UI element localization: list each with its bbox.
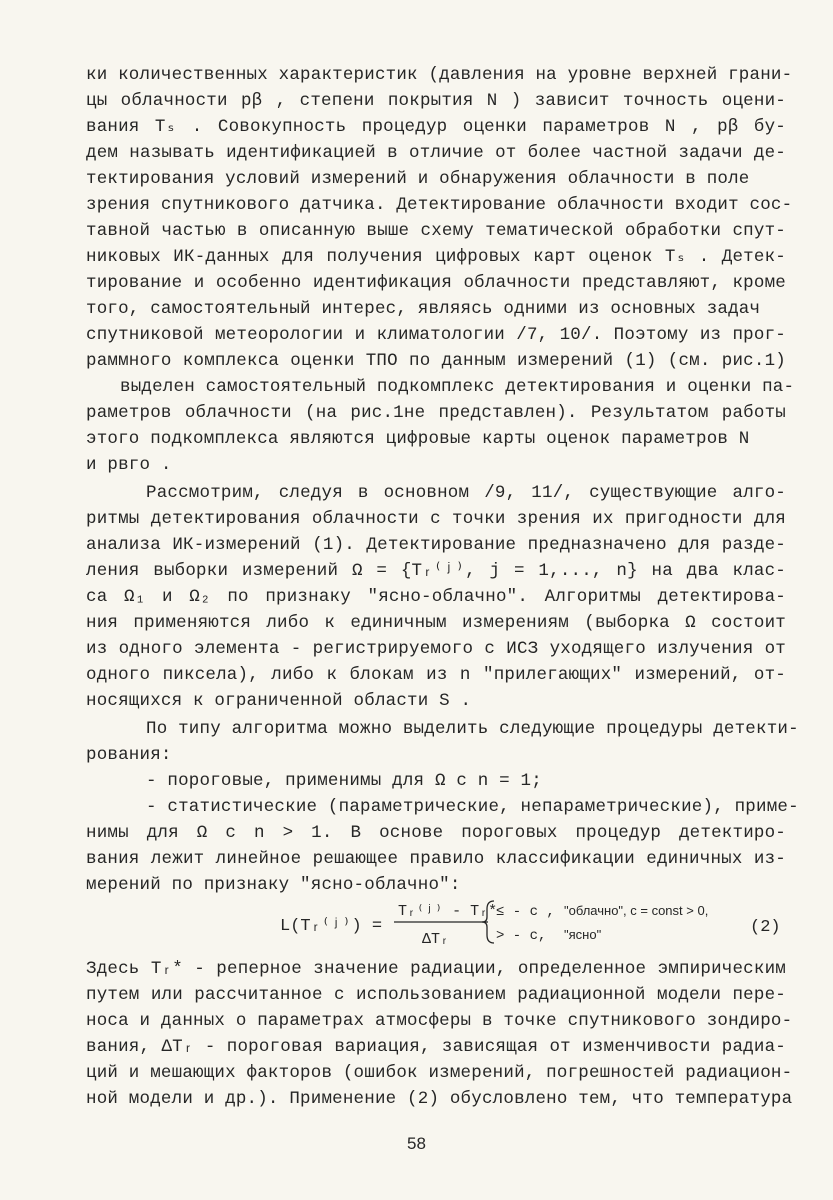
text-line: тектирования условий измерений и обнаружения облачности в поле [86, 169, 750, 189]
page-number: 58 [407, 1134, 426, 1153]
text-line: выделен самостоятельный подкомплекс детектирования и оценки па- [120, 377, 795, 397]
text-line: зрения спутникового датчика. Детектирование облачности входит сос- [86, 195, 793, 215]
text-line: раммного комплекса оценки ТПО по данным измерений (1) (см. рис.1) [86, 351, 786, 371]
text-line: вания Tₛ . Совокупность процедур оценки параметров N , pβ бу- [86, 117, 786, 137]
case1-label: "облачно", c = const > 0, [564, 903, 709, 918]
text-line: - статистические (параметрические, непараметрические), приме- [146, 797, 799, 817]
text-line: из одного элемента - регистрируемого с ИСЗ уходящего излучения от [86, 639, 786, 659]
formula-numerator: Tᵣ⁽ʲ⁾ - Tᵣ* [398, 903, 498, 920]
text-line: цы облачности pβ , степени покрытия N ) зависит точность оцени- [86, 91, 786, 111]
case2-condition: > - c, [496, 928, 547, 944]
text-line: раметров облачности (на рис.1не представлен). Результатом работы [86, 403, 786, 423]
formula-denominator: ΔTᵣ [422, 931, 450, 948]
text-line: ки количественных характеристик (давления на уровне верхней грани- [86, 65, 793, 85]
text-line: анализа ИК-измерений (1). Детектирование предназначено для разде- [86, 535, 786, 555]
text-line: са Ω₁ и Ω₂ по признаку "ясно-облачно". Алгоритмы детектирова- [86, 587, 786, 607]
text-line: путем или рассчитанное с использованием радиационной модели пере- [86, 985, 786, 1005]
text-line: вания лежит линейное решающее правило классификации единичных из- [86, 849, 786, 869]
text-line: вания, ΔTᵣ - пороговая вариация, зависящая от изменчивости радиа- [86, 1037, 786, 1057]
text-line: По типу алгоритма можно выделить следующие процедуры детекти- [146, 719, 799, 739]
text-line: тавной частью в описанную выше схему тематической обработки спут- [86, 221, 786, 241]
text-line: ления выборки измерений Ω = {Tᵣ⁽ʲ⁾, j = 1,..., n} на два клас- [86, 561, 786, 581]
equation-number: (2) [750, 918, 781, 937]
text-line: одного пиксела), либо к блокам из n "прилегающих" измерений, от- [86, 665, 786, 685]
text-line: нимы для Ω с n > 1. В основе пороговых процедур детектиро- [86, 823, 786, 843]
text-line: и pвго . [86, 455, 172, 475]
text-line: ной модели и др.). Применение (2) обусловлено тем, что температура [86, 1089, 793, 1109]
text-line: ритмы детектирования облачности с точки зрения их пригодности для [86, 509, 786, 529]
formula-lhs: L(Tᵣ⁽ʲ⁾) = [280, 917, 383, 936]
text-line: рования: [86, 745, 172, 765]
case1-condition: ≤ - c , [496, 904, 555, 920]
text-line: носа и данных о параметрах атмосферы в точке спутникового зондиро- [86, 1011, 793, 1031]
text-line: спутниковой метеорологии и климатологии /7, 10/. Поэтому из прог- [86, 325, 786, 345]
text-line: мерений по признаку "ясно-облачно": [86, 875, 461, 895]
text-line: Рассмотрим, следуя в основном /9, 11/, существующие алго- [146, 483, 786, 503]
text-line: носящихся к ограниченной области S . [86, 691, 472, 711]
text-line: ций и мешающих факторов (ошибок измерений, погрешностей радиацион- [86, 1063, 793, 1083]
text-line: дем называть идентификацией в отличие от более частной задачи де- [86, 143, 786, 163]
text-line: того, самостоятельный интерес, являясь одними из основных задач [86, 299, 761, 319]
formula-2 [280, 893, 790, 951]
text-line: ния применяются либо к единичным измерениям (выборка Ω состоит [86, 613, 786, 633]
text-line: Здесь Tᵣ* - реперное значение радиации, определенное эмпирическим [86, 959, 786, 979]
text-line: этого подкомплекса являются цифровые карты оценок параметров N [86, 429, 750, 449]
text-line: никовых ИК-данных для получения цифровых карт оценок Tₛ . Детек- [86, 247, 786, 267]
case2-label: "ясно" [564, 927, 602, 942]
text-line: тирование и особенно идентификация облачности представляют, кроме [86, 273, 786, 293]
text-line: - пороговые, применимы для Ω с n = 1; [146, 771, 542, 791]
